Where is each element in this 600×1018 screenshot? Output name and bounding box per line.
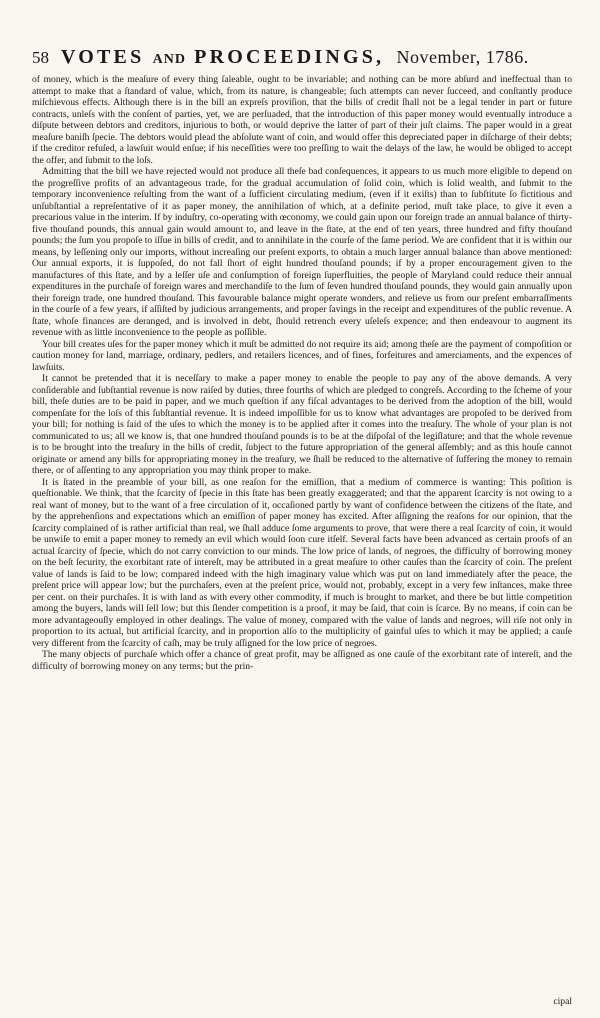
running-head-votes: VOTES: [61, 46, 145, 68]
page-number: 58: [32, 48, 49, 67]
paragraph-continuation: of money, which is the meaſure of every thing ſaleable, ought to be invariable; and nothing can be more abſurd and ineffectual than to attempt to make that a ſtandard of value, which, from its nature, is changeable; ſuch attempts can never ſucceed, and conſtantly produce miſchievous effects. Although there is in the bill an expreſs proviſion, that the bills of credit ſhall not be a legal tender in part or future contracts, unleſs with the conſent of parties, yet, we are perſuaded, that the introduction of this paper money would eventually introduce a diſpute between debtors and creditors, injurious to both, or would deprive the latter of part of their juſt claims. The paper would in a great meaſure baniſh ſpecie. The debtors would plead the abſolute want of coin, and would offer this depreciated paper in diſcharge of their debts; if the creditor refuſed, a lawſuit would enſue; if his neceſſities were too preſſing to wait the delays of the law, he would be obliged to accept the offer, and ſubmit to the loſs.: [32, 74, 572, 166]
catchword: cipal: [553, 996, 572, 1007]
header-date: November, 1786.: [396, 47, 529, 67]
paragraph-objects-of-purchase: The many objects of purchaſe which offer a chance of great profit, may be aſſigned as one cauſe of the exorbitant rate of intereſt, and the difficulty of borrowing money on any terms; but the prin-: [32, 649, 572, 672]
paragraph-cannot-be-pretended: It cannot be pretended that it is neceſſary to make a paper money to enable the people to pay any of the above demands. A very conſiderable and ſubſtantial revenue is now raiſed by duties, three fourths of which are pledged to congreſs. According to the ſcheme of your bill, theſe duties are to be paid in paper, and we much queſtion if any fiſcal advantages to be derived from the adoption of the bill, would compenſate for the loſs of this ſubſtantial revenue. It is indeed impoſſible for us to know what advantages are propoſed to be derived from your bill; for nothing is ſaid of the uſes to which the money is to be applied after it comes into the treaſury. The whole of your plan is not communicated to us; all we know is, that one hundred thouſand pounds is to be at the diſpoſal of the legiſlature; and that the whole revenue is to be brought into the treaſury in the bills of credit, ſubject to the future appropriation of the general aſſembly; and as this houſe cannot originate or amend any bills for appropriating money in the treaſury, we ſhall be reduced to the alternative of ſuffering the money to remain there, or of aſſenting to any appropriation you may think proper to make.: [32, 373, 572, 476]
running-head: [61, 46, 392, 68]
paragraph-admitting: Admitting that the bill we have rejected would not produce all theſe bad conſequences, it appears to us much more eligible to depend on the progreſſive profits of an advantageous trade, for the gradual accumulation of ſolid coin, which is ſolid wealth, and ſubmit to the temporary inconvenience reſulting from the want of a ſufficient circulating medium, (even if it exiſts) than to ſubſtitute ſo fictitious and unſubſtantial a repreſentative of it as paper money, the annihilation of which, at a definite period, muſt take place, to give it even a precarious value in the interim. If by induſtry, co-operating with œconomy, we could gain upon our foreign trade an annual balance of thirty-five thouſand pounds, this annual gain would amount to, and leave in the ſtate, at the end of ten years, three hundred and fifty thouſand pounds; the ſum you propoſe to iſſue in bills of credit, and to annihilate in the courſe of the ſame period. We are confident that it is within our means, by leſſening only our imports, without increaſing our preſent exports, to obtain a much larger annual balance than above mentioned: Our annual exports, it is ſuppoſed, do not fall ſhort of eight hundred thouſand pounds; if by a proper encouragement given to the manufactures of this ſtate, and by a leſſer uſe and conſumption of foreign ſuperfluities, the people of Maryland could reduce their annual expenditures in the purchaſe of foreign wares and merchandiſe to the ſum of ſeven hundred thouſand pounds, they would gain annually upon their foreign trade, one hundred thouſand. This favourable balance might operate wonders, and relieve us from our preſent embarraſſments in the courſe of a few years, if aſſiſted by judicious arrangements, and proper ſavings in the receipt and expenditures of the public revenue. A ſtate, whoſe finances are deranged, and is involved in debt, ſhould retrench every uſeleſs expence; and then endeavour to augment its revenue with as little inconvenience to the people as poſſible.: [32, 166, 572, 338]
paragraph-preamble: It is ſtated in the preamble of your bill, as one reaſon for the emiſſion, that a medium of commerce is wanting: This poſition is queſtionable. We think, that the ſcarcity of ſpecie in this ſtate has been greatly exaggerated; and that the apparent ſcarcity is not owing to a real want of money, but to the want of a free circulation of it, occaſioned partly by want of confidence between the citizens of the ſtate, and by the apprehenſions and expectations which an emiſſion of paper money has excited. After aſſigning the reaſons for our opinion, that the ſcarcity complained of is rather artificial than real, we ſhall adduce ſome arguments to prove, that were there a real ſcarcity of coin, it would be unwiſe to emit a paper money to remedy an evil which would ſoon cure itſelf. Several facts have been advanced as certain proofs of an actual ſcarcity of ſpecie, which do not carry conviction to our minds. The low price of lands, of negroes, the difficulty of borrowing money on the beſt ſecurity, the exorbitant rate of intereſt, may be attributed in a great meaſure to other cauſes than the ſcarcity of coin. The preſent value of lands is ſaid to be low; compared indeed with the high imaginary value which was put on land immediately after the peace, the preſent price will appear low; but the purchaſers, even at the preſent price, would not, probably, except in a very few inſtances, make three per cent. on their purchaſes. It is with land as with every other commodity, if much is brought to market, and there be but little competition among the buyers, lands will ſell low; but this ſlender competition is a proof, it may be ſaid, that coin is ſcarce. By no means, if coin can be more advantageouſly employed in other dealings. The value of money, compared with the value of lands and negroes, will riſe not only in proportion to its actual, but artificial ſcarcity, and in proportion alſo to the multiplicity of gainful uſes to which it may be applied; a cauſe very different from the ſcarcity of caſh, may be truly aſſigned for the low price of negroes.: [32, 476, 572, 649]
paragraph-uses: Your bill creates uſes for the paper money which it muſt be admitted do not require its aid; among theſe are the payment of compoſition or caution money for land, marriage, ordinary, pedlers, and retailers licences, and of fines, forfeitures and amerciaments, and the expences of lawſuits.: [32, 338, 572, 373]
body-text: [32, 74, 572, 672]
page-header: [32, 44, 572, 70]
running-head-and: AND: [152, 52, 186, 67]
running-head-proceedings: PROCEEDINGS,: [194, 46, 385, 68]
